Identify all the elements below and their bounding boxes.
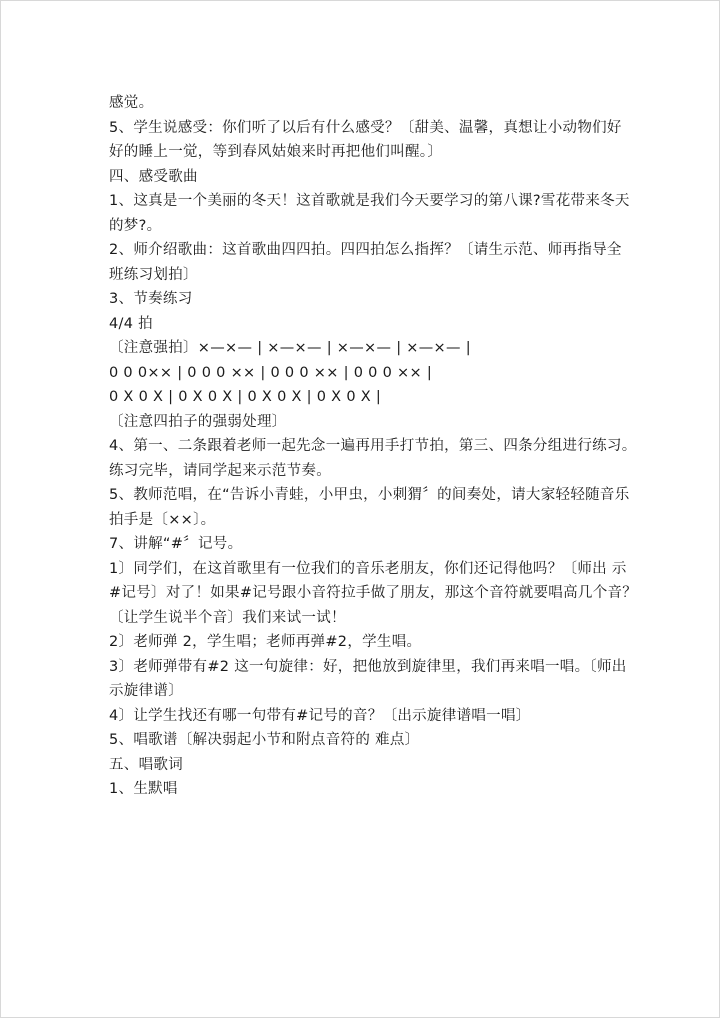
rhythm-line: 〔注意强拍〕×—×— | ×—×— | ×—×— | ×—×— | — [109, 340, 471, 356]
text-line: 练习完毕，请同学起来示范节奏。 — [109, 462, 331, 479]
text-line: 5、教师范唱，在“告诉小青蛙，小甲虫，小刺猬〞的间奏处，请大家轻轻随音乐 — [109, 487, 630, 503]
rhythm-line: 0 0 0×× | 0 0 0 ×× | 0 0 0 ×× | 0 0 0 ×× | — [109, 364, 433, 381]
text-line: 7、讲解“#〞记号。 — [109, 536, 243, 552]
text-line: 〔注意四拍子的强弱处理〕 — [109, 413, 287, 430]
text-line: 2〕老师弹 2，学生唱；老师再弹#2，学生唱。 — [109, 634, 422, 650]
text-line: 班练习划拍〕 — [109, 266, 198, 283]
text-line: 4〕让学生找还有哪一句带有#记号的音？〔出示旋律谱唱一唱〕 — [109, 707, 531, 724]
section-heading: 五、唱歌词 — [109, 756, 183, 773]
text-line: 3〕老师弹带有#2 这一句旋律：好，把他放到旋律里，我们再来唱一唱。〔师出 — [109, 658, 627, 675]
text-line: #记号〕对了！如果#记号跟小音符拉手做了朋友，那这个音符就要唱高几个音？ — [109, 585, 638, 601]
text-line: 1、这真是一个美丽的冬天！这首歌就是我们今天要学习的第八课?雪花带来冬天 — [109, 193, 630, 209]
text-line: 拍手是〔××〕。 — [109, 511, 216, 528]
time-signature: 4/4 拍 — [109, 315, 153, 332]
text-line: 2、师介绍歌曲：这首歌曲四四拍。四四拍怎么指挥？〔请生示范、师再指导全 — [109, 242, 622, 258]
text-line: 1〕同学们，在这首歌里有一位我们的音乐老朋友，你们还记得他吗？〔师出 示 — [109, 560, 627, 577]
text-line: 的梦?。 — [109, 217, 162, 234]
rhythm-line: 0 X 0 X | 0 X 0 X | 0 X 0 X | 0 X 0 X | — [109, 389, 382, 405]
text-line: 4、第一、二条跟着老师一起先念一遍再用手打节拍，第三、四条分组进行练习。 — [109, 438, 637, 454]
text-line: 示旋律谱〕 — [109, 683, 183, 699]
text-line: 5、学生说感受：你们听了以后有什么感受？〔甜美、温馨，真想让小动物们好 — [109, 119, 622, 136]
text-line: 好的睡上一觉，等到春风姑娘来时再把他们叫醒。〕 — [109, 144, 443, 160]
text-line: 感觉。 — [109, 95, 154, 111]
text-line: 3、节奏练习 — [109, 291, 193, 307]
section-heading: 四、感受歌曲 — [109, 168, 198, 185]
document-body — [109, 91, 638, 802]
text-line: 1、生默唱 — [109, 781, 178, 797]
text-line: 〔让学生说半个音〕我们来试一试！ — [109, 609, 346, 626]
text-line: 5、唱歌谱〔解决弱起小节和附点音符的 难点〕 — [109, 732, 420, 748]
